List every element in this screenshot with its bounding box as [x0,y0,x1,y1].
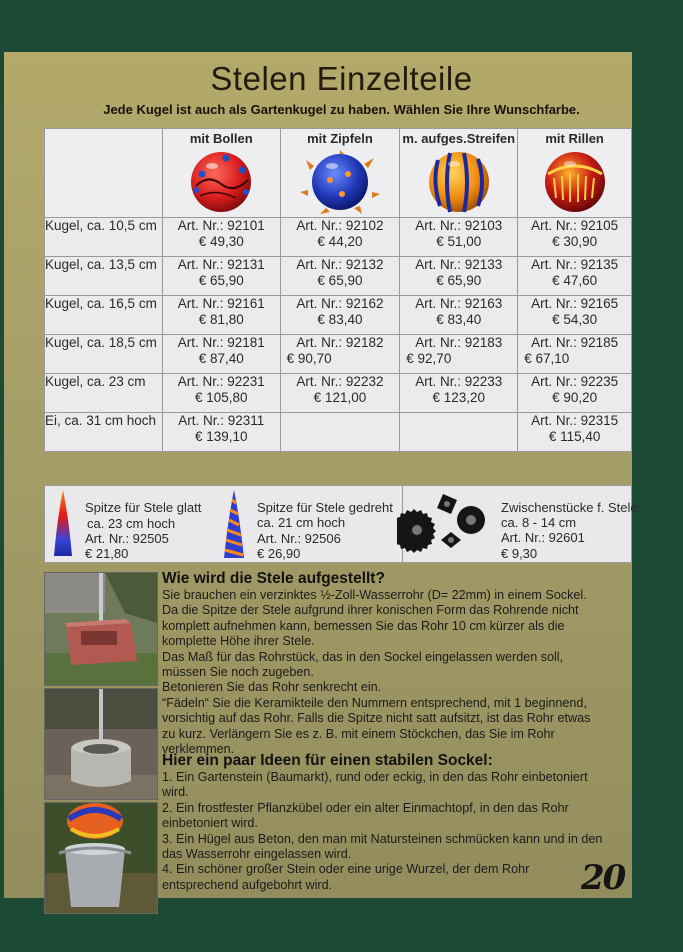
price-cell [518,374,632,413]
row-label: Kugel, ca. 16,5 cm [45,296,163,335]
price: € 90,70 [286,351,332,366]
column-label: mit Zipfeln [307,131,373,146]
row-label: Kugel, ca. 18,5 cm [45,335,163,374]
price: € 123,20 [432,390,486,405]
article-number: Art. Nr.: 92185 [531,335,619,350]
price-cell [400,413,518,452]
price-cell [400,218,518,257]
price: € 87,40 [198,351,244,366]
price-cell [518,296,632,335]
price: € 121,00 [313,390,367,405]
ideas-line: wird. [162,785,189,800]
setup-line: Betonieren Sie das Rohr senkrecht ein. [162,680,382,695]
accessory-spacers [403,486,638,562]
accessory-price: € 21,80 [85,546,129,561]
accessory-art-nr: Art. Nr.: 92505 [85,531,169,546]
article-number: Art. Nr.: 92315 [531,413,619,428]
ideas-text [162,770,632,893]
price-cell [518,413,632,452]
accessory-name: Zwischenstücke f. Stele [501,500,638,515]
article-number: Art. Nr.: 92161 [177,296,265,311]
accessory-name: Spitze für Stele gedreht [257,500,393,515]
price: € 115,40 [548,429,601,444]
column-label: mit Bollen [189,131,253,146]
column-header [280,129,400,218]
bucket-base-photo-icon [44,802,158,914]
price-cell [280,374,400,413]
column-header [518,129,632,218]
column-label: m. aufges.Streifen [402,131,516,146]
accessory-name: Spitze für Stele glatt [85,500,202,515]
price: € 67,10 [524,351,570,366]
price: € 30,90 [552,234,598,249]
table-row [45,296,632,335]
setup-line: Sie brauchen ein verzinktes ½-Zoll-Wasserrohr (D= 22mm) in einem Sockel. [162,588,587,602]
ideas-line: 2. Ein frostfester Pflanzkübel oder ein alter Einmachtopf, in den das Rohr [162,800,569,815]
setup-line: müssen Sie noch zugeben. [162,665,314,680]
article-number: Art. Nr.: 92232 [296,374,384,389]
accessories-box [44,485,638,563]
blue-ball-with-tips-icon [281,150,400,217]
price-cell [400,257,518,296]
article-number: Art. Nr.: 92105 [531,218,619,233]
accessory-size: ca. 23 cm hoch [87,516,176,531]
page-title: Stelen Einzelteile [210,60,473,97]
row-label: Kugel, ca. 23 cm [45,374,163,413]
ideas-heading: Hier ein paar Ideen für einen stabilen Sockel: [162,752,493,769]
column-header [400,129,518,218]
twisted-spike-icon [223,490,245,560]
price: € 90,20 [552,390,598,405]
price-cell [280,257,400,296]
accessory-twisted-spike [223,486,401,562]
accessory-art-nr: Art. Nr.: 92506 [257,531,341,546]
square-stone-base-photo-icon [44,572,158,686]
article-number: Art. Nr.: 92182 [296,335,384,350]
price: € 49,30 [198,234,244,249]
price: € 83,40 [436,312,482,327]
accessory-price: € 9,30 [501,546,538,561]
red-grooved-ball-icon [518,150,631,217]
price: € 83,40 [317,312,363,327]
setup-line: verklemmen. [162,742,235,757]
table-row [45,218,632,257]
table-row [45,257,632,296]
price-cell [162,335,280,374]
price: € 65,90 [436,273,482,288]
article-number: Art. Nr.: 92102 [296,218,384,233]
price: € 139,10 [195,429,248,444]
article-number: Art. Nr.: 92132 [296,257,384,272]
smooth-spike-icon [53,490,73,558]
price: € 65,90 [317,273,363,288]
accessory-size: ca. 8 - 14 cm [501,515,577,530]
setup-text [162,588,632,757]
price: € 51,00 [436,234,482,249]
row-label: Kugel, ca. 13,5 cm [45,257,163,296]
setup-line: vorsichtig auf das Rohr. Falls die Spitze nicht satt aufsitzt, ist das Rohr etwas [162,711,591,726]
price-cell [280,218,400,257]
spacer-pieces-icon [397,490,489,560]
article-number: Art. Nr.: 92103 [415,218,503,233]
price-cell [162,257,280,296]
ideas-line: das Wasserrohr eingelassen wird. [162,847,352,862]
article-number: Art. Nr.: 92311 [178,413,265,428]
red-ball-with-knobs-icon [163,150,280,217]
article-number: Art. Nr.: 92165 [531,296,619,311]
article-number: Art. Nr.: 92101 [177,218,265,233]
price: € 47,60 [552,273,598,288]
article-number: Art. Nr.: 92131 [177,257,265,272]
price-cell [162,218,280,257]
setup-line: Das Maß für das Rohrstück, das in den Sockel eingelassen werden soll, [162,649,564,664]
setup-line: “Fädeln“ Sie die Keramikteile den Nummern entsprechend, mit 1 beginnend, [162,695,587,710]
price-table [44,128,632,452]
price-cell [280,296,400,335]
article-number: Art. Nr.: 92133 [415,257,503,272]
setup-line: Da die Spitze der Stele aufgrund ihrer konischen Form das Rohrende nicht [162,603,579,618]
row-label: Kugel, ca. 10,5 cm [45,218,163,257]
column-header [162,129,280,218]
price-cell [400,296,518,335]
corner-cell [45,129,163,218]
price: € 54,30 [552,312,598,327]
price-cell [400,374,518,413]
article-number: Art. Nr.: 92162 [296,296,384,311]
setup-heading: Wie wird die Stele aufgestellt? [162,570,385,587]
page-number: 20 [581,858,625,898]
ideas-line: 1. Ein Gartenstein (Baumarkt), rund oder eckig, in den das Rohr einbetoniert [162,770,588,784]
article-number: Art. Nr.: 92183 [415,335,503,350]
table-header-row [45,129,632,218]
price: € 105,80 [195,390,248,405]
row-label: Ei, ca. 31 cm hoch [45,413,163,452]
price: € 81,80 [198,312,244,327]
setup-line: komplette Höhe ihrer Stele. [162,634,315,649]
ideas-line: 4. Ein schöner großer Stein oder eine urige Wurzel, der dem Rohr [162,862,530,877]
price-cell [518,335,632,374]
price-cell [518,218,632,257]
price: € 92,70 [406,351,452,366]
price-cell [162,374,280,413]
table-row [45,374,632,413]
ideas-line: entsprechend aufgebohrt wird. [162,877,333,892]
price-cell [162,296,280,335]
price-cell [280,413,400,452]
table-row [45,413,632,452]
article-number: Art. Nr.: 92233 [415,374,503,389]
price-cell [162,413,280,452]
accessory-price: € 26,90 [257,546,301,561]
article-number: Art. Nr.: 92181 [177,335,265,350]
table-row [45,335,632,374]
orange-striped-ball-icon [400,150,517,217]
price: € 44,20 [317,234,363,249]
ideas-line: 3. Ein Hügel aus Beton, den man mit Natursteinen schmücken kann und in den [162,831,603,846]
price-cell [518,257,632,296]
page-subtitle: Jede Kugel ist auch als Gartenkugel zu haben. Wählen Sie Ihre Wunschfarbe. [103,102,580,117]
article-number: Art. Nr.: 92235 [531,374,619,389]
column-label: mit Rillen [545,131,604,146]
setup-line: komplett aufnehmen kann, bemessen Sie das Rohr 10 cm kürzer als die [162,618,565,633]
setup-line: zu kurz. Verlängern Sie es z. B. mit einem Stöckchen, das Sie im Rohr [162,726,555,741]
accessory-art-nr: Art. Nr.: 92601 [501,530,585,545]
accessory-smooth-spike [45,486,223,562]
round-granite-base-photo-icon [44,688,158,800]
price: € 65,90 [198,273,244,288]
price-cell [400,335,518,374]
accessory-size: ca. 21 cm hoch [257,515,346,530]
article-number: Art. Nr.: 92231 [177,374,265,389]
article-number: Art. Nr.: 92135 [531,257,619,272]
article-number: Art. Nr.: 92163 [415,296,503,311]
price-cell [280,335,400,374]
ideas-line: einbetoniert wird. [162,816,258,831]
